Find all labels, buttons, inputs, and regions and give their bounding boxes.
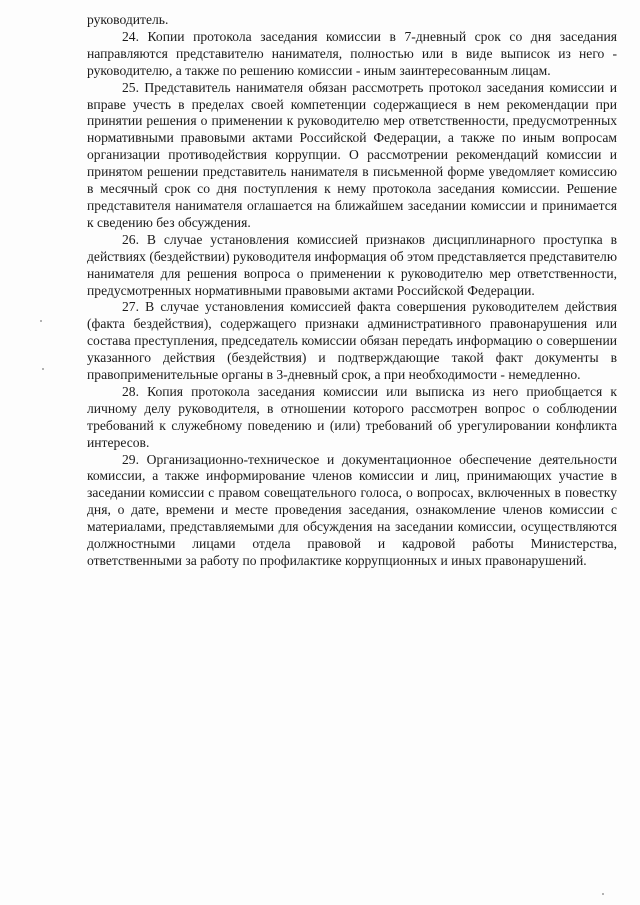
- paragraph-26: 26. В случае установления комиссией признаков дисциплинарного проступка в действиях (бездействии) руководителя информация об этом представляется представителю нанимателя для решения вопроса о применении к руководителю мер ответственности, предусмотренных нормативными правовыми актами Российской Федерации.: [87, 231, 617, 298]
- document-body: [87, 12, 617, 570]
- paragraph-25: 25. Представитель нанимателя обязан рассмотреть протокол заседания комиссии и вправе учесть в пределах своей компетенции содержащиеся в нем рекомендации при принятии решения о применении к руководителю мер ответственности, предусмотренных нормативными правовыми актами Российской Федерации, а также по иным вопросам организации противодействия коррупции. О рассмотрении рекомендаций комиссии и принятом решении представитель нанимателя в письменной форме уведомляет комиссию в месячный срок со дня поступления к нему протокола заседания комиссии. Решение представителя нанимателя оглашается на ближайшем заседании комиссии и принимается к сведению без обсуждения.: [87, 79, 617, 230]
- paragraph-24: 24. Копии протокола заседания комиссии в 7-дневный срок со дня заседания направляются представителю нанимателя, полностью или в виде выписок из него - руководителю, а также по решению комиссии - иным заинтересованным лицам.: [87, 28, 617, 78]
- paragraph-27: 27. В случае установления комиссией факта совершения руководителем действия (факта бездействия), содержащего признаки административного правонарушения или состава преступления, председатель комиссии обязан передать информацию о совершении указанного действия (бездействия) и подтверждающие такой факт документы в правоприменительные органы в 3-дневный срок, а при необходимости - немедленно.: [87, 299, 617, 383]
- paragraph-28: 28. Копия протокола заседания комиссии или выписка из него приобщается к личному делу руководителя, в отношении которого рассмотрен вопрос о соблюдении требований к служебному поведению и (или) требований об урегулировании конфликта интересов.: [87, 383, 617, 450]
- paragraph-continuation: руководитель.: [87, 12, 169, 27]
- paragraph-29: 29. Организационно-техническое и документационное обеспечение деятельности комиссии, а также информирование членов комиссии и лиц, принимающих участие в заседании комиссии с правом совещательного голоса, о вопросах, включенных в повестку дня, о дате, времени и месте проведения заседания, ознакомление членов комиссии с материалами, представляемыми для обсуждения на заседании комиссии, осуществляются должностными лицами отдела правовой и кадровой работы Министерства, ответственными за работу по профилактике коррупционных и иных правонарушений.: [87, 451, 617, 568]
- scan-speck: [40, 320, 42, 322]
- scan-speck: [42, 368, 44, 370]
- scan-speck: [602, 893, 604, 895]
